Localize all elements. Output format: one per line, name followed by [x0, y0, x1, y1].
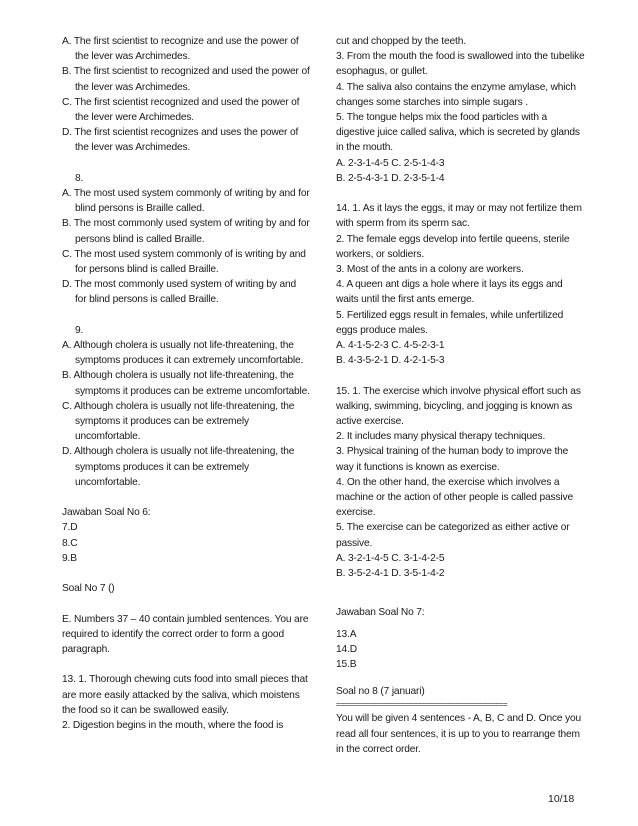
option-d: D. The most commonly used system of writing by and for blind persons is called Braille.	[62, 279, 297, 306]
sentence: 5. The exercise can be categorized as either active or passive.	[336, 522, 570, 549]
sentence: 3. From the mouth the food is swallowed into the tubelike esophagus, or gullet.	[336, 51, 585, 78]
page-number: 10/18	[548, 793, 575, 805]
option-c: C. Although cholera is usually not life-threatening, the symptoms it produces can be extremely uncomfortable.	[62, 400, 295, 443]
soal-7-instruction: E. Numbers 37 – 40 contain jumbled sentences. You are required to identify the correct order to form a good paragraph.	[62, 613, 309, 656]
sentence: 5. The tongue helps mix the food particles with a digestive juice called saliva, which is secreted by glands in the mouth.	[336, 112, 580, 154]
option-c: C. The most used system commonly of is writing by and for persons blind is called Braille.	[62, 248, 306, 276]
option-d: D. Although cholera is usually not life-threatening, the symptoms produces it can be extremely uncomfortable.	[62, 446, 295, 488]
question-9-options	[62, 338, 310, 490]
question-8-options	[62, 186, 310, 308]
sentence: 5. Fertilized eggs result in females, while unfertilized eggs produce males.	[336, 309, 564, 336]
option-a: A. Although cholera is usually not life-threatening, the symptoms produces it can extremely uncomfortable.	[62, 340, 304, 367]
answer-item: 14.D	[336, 643, 357, 655]
answer-item: 13.A	[336, 628, 357, 640]
question-14	[336, 201, 586, 368]
sentence: 4. The saliva also contains the enzyme amylase, which changes some starches into simple sugars .	[336, 81, 576, 108]
choices-row: A. 4-1-5-2-3 C. 4-5-2-3-1	[336, 340, 445, 352]
soal-7-title: Soal No 7 ()	[62, 583, 115, 595]
question-13-sentence: 2. Digestion begins in the mouth, where the food is	[62, 720, 284, 732]
sentence: 15. 1. The exercise which involve physical effort such as walking, swimming, bicycling, and jogging is known as active exercise.	[336, 385, 581, 428]
option-b: B. Although cholera is usually not life-threatening, the symptoms it produces can be extreme uncomfortable.	[62, 370, 310, 397]
sentence: 4. A queen ant digs a hole where it lays its eggs and waits until the first ants emerge.	[336, 279, 563, 306]
option-a: A. The first scientist to recognize and use the power of the lever was Archimedes.	[62, 36, 299, 63]
right-column	[336, 34, 586, 757]
sentence: 4. On the other hand, the exercise which involves a machine or the action of other people is called passive exercise.	[336, 476, 573, 519]
choices-row: B. 3-5-2-4-1 D. 3-5-1-4-2	[336, 568, 445, 580]
sentence: 2. The female eggs develop into fertile queens, sterile workers, or soldiers.	[336, 233, 570, 260]
question-7-options	[62, 34, 310, 156]
soal-8-title: Soal no 8 (7 januari)	[336, 686, 425, 698]
option-d: D. The first scientist recognizes and uses the power of the lever was Archimedes.	[62, 127, 299, 154]
soal-8-intro: You will be given 4 sentences - A, B, C and D. Once you read all four sentences, it is up to you to rearrange them in the correct order.	[336, 713, 582, 755]
sentence: 14. 1. As it lays the eggs, it may or may not fertilize them with sperm from its sperm sac.	[336, 203, 582, 230]
separator-rule: ==========================================	[336, 700, 508, 710]
question-8-number: 8.	[75, 172, 84, 184]
sentence: 3. Most of the ants in a colony are workers.	[336, 264, 524, 276]
choices-row: B. 4-3-5-2-1 D. 4-2-1-5-3	[336, 355, 445, 367]
choices-row: B. 2-5-4-3-1 D. 2-3-5-1-4	[336, 172, 445, 184]
question-13-continued	[336, 34, 586, 186]
option-b: B. The first scientist to recognized and used the power of the lever was Archimedes.	[62, 66, 310, 93]
option-b: B. The most commonly used system of writing by and for persons blind is called Braille.	[62, 218, 310, 245]
option-a: A. The most used system commonly of writing by and for blind persons is Braille called.	[62, 188, 310, 215]
sentence: 2. It includes many physical therapy techniques.	[336, 431, 546, 443]
answer-item: 9.B	[62, 552, 77, 564]
option-c: C. The first scientist recognized and used the power of the lever were Archimedes.	[62, 96, 300, 124]
answer-item: 7.D	[62, 522, 78, 534]
answer-item: 8.C	[62, 537, 78, 549]
choices-row: A. 2-3-1-4-5 C. 2-5-1-4-3	[336, 157, 445, 169]
choices-row: A. 3-2-1-4-5 C. 3-1-4-2-5	[336, 552, 445, 564]
answer-item: 15.B	[336, 659, 357, 671]
question-15	[336, 384, 586, 582]
left-column	[62, 34, 310, 733]
sentence: cut and chopped by the teeth.	[336, 36, 466, 47]
answers-7-title: Jawaban Soal No 7:	[336, 607, 425, 619]
answers-6-title: Jawaban Soal No 6:	[62, 507, 151, 519]
sentence: 3. Physical training of the human body to improve the way it functions is known as exercise.	[336, 446, 569, 473]
question-9-number: 9.	[75, 324, 84, 336]
question-13-sentence: 13. 1. Thorough chewing cuts food into small pieces that are more easily attacked by the saliva, which moistens the food so it can be swallowed easily.	[62, 674, 308, 716]
